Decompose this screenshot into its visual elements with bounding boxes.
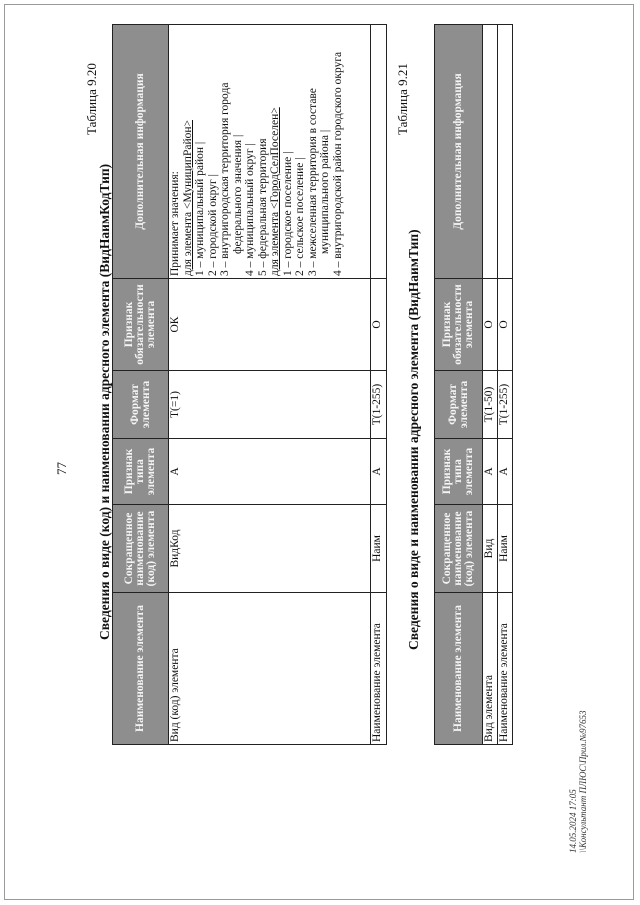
info-item: 1 – муниципальный район |: [194, 141, 206, 276]
info-item: 1 – городское поселение |: [281, 151, 294, 276]
stamp-line-1: 14.05.2024 17:05: [568, 789, 578, 853]
table1-number: Таблица 9.20: [84, 63, 99, 135]
table2-cell-name: Наименование элемента: [498, 593, 513, 745]
table1-cell-info: [371, 25, 387, 279]
info-item: федерального значения |: [231, 134, 244, 254]
table1-cell-format: T(=1): [169, 371, 371, 439]
table1-header-name: Наименование элемента: [113, 593, 169, 745]
table2-header-format: Формат элемента: [435, 371, 483, 439]
table1-title: Сведения о виде (код) и наименовании адресного элемента (ВидНаимКодТип): [97, 163, 112, 640]
table1-cell-type: А: [371, 439, 387, 505]
page-number: 77: [54, 462, 69, 475]
table1-cell-name: Наименование элемента: [371, 593, 387, 745]
table1-cell-name: Вид (код) элемента: [169, 593, 371, 745]
table1-header-code: Сокращенное наименование (код) элемента: [113, 505, 169, 593]
info-item: 5 – федеральная территория: [256, 138, 269, 276]
table1-cell-code: ВидКод: [169, 505, 371, 593]
table2-cell-format: T(1-50): [483, 371, 498, 439]
table2-cell-required: О: [498, 279, 513, 371]
table-row: [169, 25, 371, 745]
table2: [434, 24, 513, 745]
stamp-line-2: \\Консультант ПЛЮС\Прил.№97653: [578, 710, 588, 853]
table2-cell-type: А: [498, 439, 513, 505]
info-item: 3 – межселенная территория в составе: [306, 88, 319, 276]
info-item: муниципального района |: [319, 129, 331, 254]
table2-header-row: [435, 25, 483, 745]
table1-header-required: Признак обязательности элемента: [113, 279, 169, 371]
table1-header-info: Дополнительная информация: [113, 25, 169, 279]
table2-cell-info: [498, 25, 513, 279]
info-item: 3 – внутригородская территория города: [219, 82, 231, 276]
table2-cell-code: Вид: [483, 505, 498, 593]
table-row: [498, 25, 513, 745]
table2-cell-type: А: [483, 439, 498, 505]
table2-header-name: Наименование элемента: [435, 593, 483, 745]
table1: [112, 24, 387, 745]
table1-header-format: Формат элемента: [113, 371, 169, 439]
table2-cell-code: Наим: [498, 505, 513, 593]
table2-header-type: Признак типа элемента: [435, 439, 483, 505]
table-row: [483, 25, 498, 745]
info-item: 2 – сельское поселение |: [294, 157, 306, 276]
table2-cell-required: О: [483, 279, 498, 371]
table1-cell-type: А: [169, 439, 371, 505]
info-intro: Принимает значения:: [169, 171, 181, 276]
table1-header-type: Признак типа элемента: [113, 439, 169, 505]
table2-header-code: Сокращенное наименование (код) элемента: [435, 505, 483, 593]
table2-header-info: Дополнительная информация: [435, 25, 483, 279]
table2-cell-name: Вид элемента: [483, 593, 498, 745]
table2-cell-info: [483, 25, 498, 279]
table2-header-required: Признак обязательности элемента: [435, 279, 483, 371]
table2-title: Сведения о виде и наименовании адресного элемента (ВидНаимТип): [406, 229, 421, 650]
table-row: [371, 25, 387, 745]
info-group2-label: для элемента <ГородСелПоселен>: [269, 107, 281, 276]
table1-cell-required: ОК: [169, 279, 371, 371]
info-item: 4 – внутригородской район городского округа: [331, 51, 344, 276]
info-item: 2 – городской округ |: [206, 174, 219, 276]
table1-cell-format: T(1-255): [371, 371, 387, 439]
document-stamp: [568, 710, 588, 853]
table2-number: Таблица 9.21: [395, 63, 410, 135]
table1-cell-code: Наим: [371, 505, 387, 593]
info-item: 4 – муниципальный округ |: [244, 143, 256, 276]
info-group1-label: для элемента <МуниципРайон>: [181, 120, 194, 276]
table1-header-row: [113, 25, 169, 745]
table2-cell-format: T(1-255): [498, 371, 513, 439]
table1-cell-info: [169, 25, 371, 279]
table1-cell-required: О: [371, 279, 387, 371]
